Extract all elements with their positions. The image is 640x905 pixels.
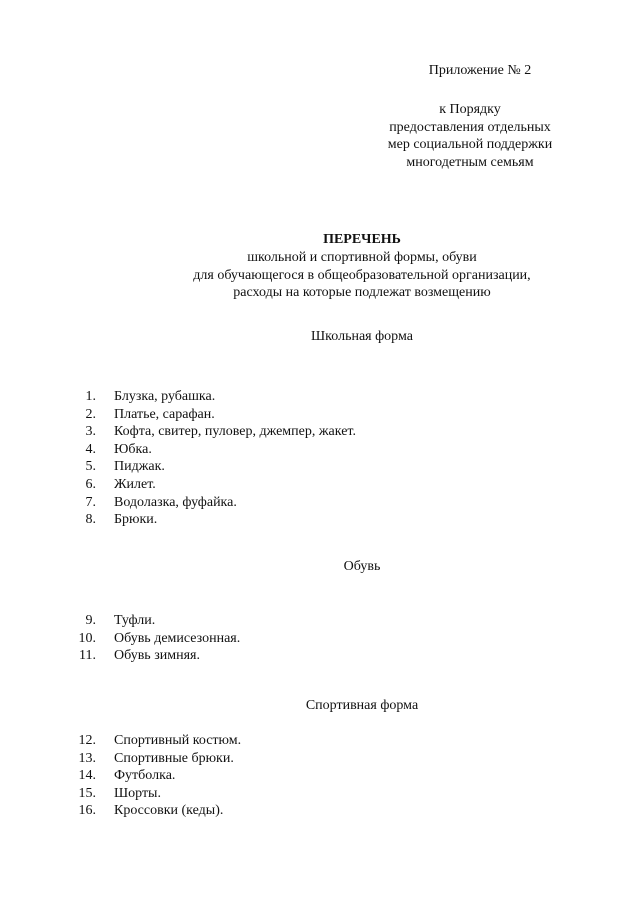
appendix-label: Приложение № 2	[428, 63, 532, 78]
appendix-subtitle-line: предоставления отдельных	[389, 119, 551, 135]
item-number: 3.	[85, 424, 96, 440]
item-number: 11.	[79, 648, 96, 664]
list-item	[72, 785, 241, 803]
list-sports-uniform	[72, 732, 241, 820]
item-number: 16.	[78, 803, 96, 819]
item-text: Брюки.	[114, 512, 158, 528]
title-block	[140, 231, 584, 302]
list-item	[72, 750, 241, 768]
appendix-subtitle-line: к Порядку	[439, 102, 501, 117]
item-text: Пиджак.	[114, 459, 165, 475]
list-item	[72, 511, 356, 529]
list-item	[72, 802, 241, 820]
list-school-uniform	[72, 388, 356, 529]
title-line: расходы на которые подлежат возмещению	[233, 285, 491, 301]
section-heading-school-uniform: Школьная форма	[311, 329, 413, 344]
list-item	[72, 423, 356, 441]
item-number: 13.	[78, 750, 96, 766]
list-item	[72, 612, 240, 630]
item-text: Юбка.	[114, 441, 152, 457]
item-number: 6.	[85, 476, 96, 492]
item-number: 9.	[85, 613, 96, 628]
list-item	[72, 458, 356, 476]
list-item	[72, 732, 241, 750]
item-number: 10.	[78, 630, 96, 646]
item-text: Кроссовки (кеды).	[114, 803, 224, 819]
list-footwear	[72, 612, 240, 665]
item-text: Блузка, рубашка.	[114, 389, 216, 404]
list-item	[72, 406, 356, 424]
item-text: Шорты.	[114, 785, 161, 801]
item-number: 8.	[85, 512, 96, 528]
list-item	[72, 630, 240, 648]
item-number: 12.	[78, 733, 96, 748]
item-number: 2.	[85, 406, 96, 422]
item-text: Платье, сарафан.	[114, 406, 215, 422]
appendix-subtitle-line: мер социальной поддержки	[387, 137, 553, 153]
item-number: 5.	[85, 459, 96, 475]
list-item	[72, 476, 356, 494]
title-line: школьной и спортивной формы, обуви	[247, 249, 477, 265]
item-text: Жилет.	[114, 476, 156, 492]
list-item	[72, 647, 240, 665]
item-number: 15.	[78, 785, 96, 801]
item-text: Футболка.	[114, 768, 176, 784]
section-heading-footwear: Обувь	[343, 559, 381, 574]
item-number: 14.	[78, 768, 96, 784]
list-item	[72, 494, 356, 512]
appendix-subtitle	[370, 101, 570, 171]
section-heading-sports-uniform: Спортивная форма	[305, 698, 419, 713]
item-text: Кофта, свитер, пуловер, джемпер, жакет.	[114, 424, 356, 440]
item-text: Спортивный костюм.	[114, 733, 242, 748]
item-number: 7.	[85, 494, 96, 510]
list-item	[72, 767, 241, 785]
appendix-subtitle-line: многодетным семьям	[406, 154, 534, 170]
list-item	[72, 441, 356, 459]
item-text: Обувь зимняя.	[114, 648, 200, 664]
list-item	[72, 388, 356, 406]
item-text: Спортивные брюки.	[114, 750, 234, 766]
item-text: Водолазка, фуфайка.	[114, 494, 237, 510]
title-line: для обучающегося в общеобразовательной организации,	[193, 267, 531, 283]
item-text: Туфли.	[114, 613, 156, 628]
item-number: 1.	[85, 389, 96, 404]
item-number: 4.	[85, 441, 96, 457]
item-text: Обувь демисезонная.	[114, 630, 241, 646]
document-title: ПЕРЕЧЕНЬ	[323, 232, 401, 247]
